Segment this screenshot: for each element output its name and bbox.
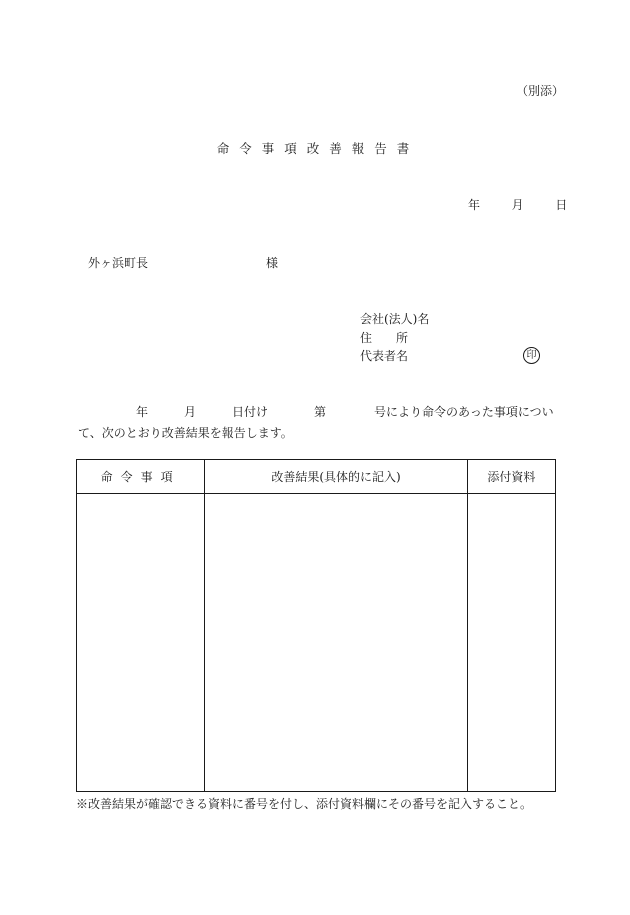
- footnote: ※改善結果が確認できる資料に番号を付し、添付資料欄にその番号を記入すること。: [76, 797, 533, 811]
- date-year: 年: [468, 198, 481, 212]
- body-year: 年: [136, 405, 149, 419]
- report-table: [76, 459, 556, 792]
- header-attachments: 添付資料: [467, 460, 555, 494]
- header-order-item: 命令事項: [77, 460, 205, 494]
- table-row: [77, 494, 556, 792]
- addressee-name: 外ヶ浜町長: [88, 256, 149, 270]
- cell-order-item[interactable]: [77, 494, 205, 792]
- body-dai: 第: [314, 405, 327, 419]
- addressee-honorific: 様: [266, 256, 279, 270]
- representative-label: 代表者名: [360, 349, 409, 363]
- document-title: 命令事項改善報告書: [216, 141, 420, 156]
- date-day: 日: [555, 198, 568, 212]
- attachment-note: （別添）: [516, 84, 565, 98]
- address-label: 住 所: [360, 331, 409, 345]
- cell-improvement-result[interactable]: [205, 494, 468, 792]
- body-text-line-2: て、次のとおり改善結果を報告します。: [78, 426, 293, 440]
- date-line: [468, 197, 567, 213]
- company-label: 会社(法人)名: [360, 312, 430, 326]
- body-rest: 号により命令のあった事項につい: [374, 405, 554, 419]
- date-month: 月: [511, 198, 524, 212]
- header-improvement-result: 改善結果(具体的に記入): [205, 460, 468, 494]
- table-header-row: [77, 460, 556, 494]
- cell-attachments[interactable]: [467, 494, 555, 792]
- body-dated: 日付け: [232, 405, 269, 419]
- seal-mark: 印: [523, 347, 540, 364]
- body-month: 月: [184, 405, 197, 419]
